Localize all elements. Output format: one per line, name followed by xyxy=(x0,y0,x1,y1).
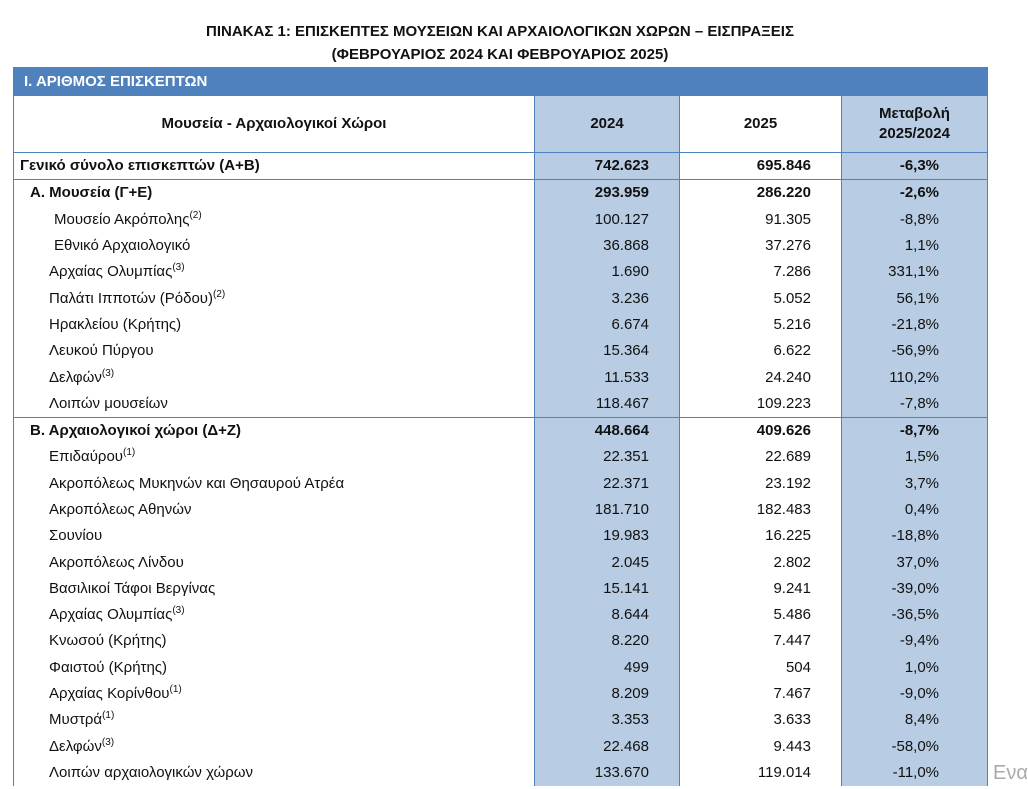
row-footnote-marker: (1) xyxy=(102,710,115,722)
row-name-cell xyxy=(14,285,535,311)
row-footnote-marker: (1) xyxy=(169,684,182,696)
row-footnote-marker: (2) xyxy=(212,288,226,300)
row-value-2024: 22.371 xyxy=(535,471,680,497)
row-value-2025: 9.241 xyxy=(680,576,842,602)
table-row xyxy=(14,734,988,760)
table-row xyxy=(14,338,988,364)
row-name-cell xyxy=(14,391,535,418)
row-footnote-marker: (3) xyxy=(101,367,115,379)
row-value-2024: 15.141 xyxy=(535,576,680,602)
row-value-2024: 15.364 xyxy=(535,338,680,364)
table-row xyxy=(14,180,988,207)
row-change: 110,2% xyxy=(842,364,988,390)
section-header-row xyxy=(14,68,988,96)
row-change: 56,1% xyxy=(842,285,988,311)
row-value-2024: 22.468 xyxy=(535,734,680,760)
column-header-2024: 2024 xyxy=(535,96,680,153)
row-value-2024: 181.710 xyxy=(535,497,680,523)
row-value-2025: 7.467 xyxy=(680,681,842,707)
row-change: 1,1% xyxy=(842,233,988,259)
row-value-2025: 9.443 xyxy=(680,734,842,760)
table-row xyxy=(14,417,988,444)
table-title-line2: (ΦΕΒΡΟΥΑΡΙΟΣ 2024 ΚΑΙ ΦΕΒΡΟΥΑΡΙΟΣ 2025) xyxy=(331,46,669,63)
row-value-2024: 3.353 xyxy=(535,707,680,733)
row-change: -2,6% xyxy=(842,180,988,207)
row-change: -56,9% xyxy=(842,338,988,364)
row-value-2024: 448.664 xyxy=(535,417,680,444)
row-value-2025: 2.802 xyxy=(680,549,842,575)
row-change: 0,4% xyxy=(842,497,988,523)
row-name-cell xyxy=(14,233,535,259)
column-header-change-line1: Μεταβολή xyxy=(879,105,950,122)
row-name-cell xyxy=(14,681,535,707)
row-value-2024: 6.674 xyxy=(535,312,680,338)
row-name: Μουσείο Ακρόπολης xyxy=(54,210,190,228)
row-name-cell xyxy=(14,180,535,207)
row-name-cell xyxy=(14,549,535,575)
table-row xyxy=(14,444,988,470)
row-name: Βασιλικοί Τάφοι Βεργίνας xyxy=(49,579,216,597)
row-footnote-marker: (3) xyxy=(101,736,115,748)
row-value-2024: 2.045 xyxy=(535,549,680,575)
row-value-2025: 91.305 xyxy=(680,207,842,233)
row-name-cell xyxy=(14,312,535,338)
row-name: Λοιπών μουσείων xyxy=(49,394,168,412)
column-header-change xyxy=(842,96,988,153)
row-name: Μυστρά xyxy=(49,711,103,729)
row-value-2024: 36.868 xyxy=(535,233,680,259)
row-name-cell xyxy=(14,471,535,497)
row-value-2024: 19.983 xyxy=(535,523,680,549)
table-row xyxy=(14,207,988,233)
row-value-2025: 182.483 xyxy=(680,497,842,523)
row-change: 1,0% xyxy=(842,655,988,681)
row-name-cell xyxy=(14,207,535,233)
row-footnote-marker: (2) xyxy=(189,209,202,221)
row-name-cell xyxy=(14,417,535,444)
row-name-cell xyxy=(14,523,535,549)
row-value-2024: 8.209 xyxy=(535,681,680,707)
row-name: Φαιστού (Κρήτης) xyxy=(49,658,168,676)
row-footnote-marker: (3) xyxy=(172,262,185,274)
row-name-cell xyxy=(14,655,535,681)
row-change: -58,0% xyxy=(842,734,988,760)
row-name: Αρχαίας Κορίνθου xyxy=(49,685,170,703)
table-row xyxy=(14,602,988,628)
row-name-cell xyxy=(14,707,535,733)
row-value-2024: 22.351 xyxy=(535,444,680,470)
column-header-name: Μουσεία - Αρχαιολογικοί Χώροι xyxy=(14,96,535,153)
row-change: -21,8% xyxy=(842,312,988,338)
row-value-2025: 7.286 xyxy=(680,259,842,285)
table-title-line1: ΠΙΝΑΚΑΣ 1: ΕΠΙΣΚΕΠΤΕΣ ΜΟΥΣΕΙΩΝ ΚΑΙ ΑΡΧΑΙΟΛΟΓΙΚΩΝ ΧΩΡΩΝ – ΕΙΣΠΡΑΞΕΙΣ xyxy=(206,23,794,40)
row-change: -11,0% xyxy=(842,760,988,786)
table-body xyxy=(14,153,988,787)
row-name: Παλάτι Ιπποτών (Ρόδου) xyxy=(49,289,213,307)
row-name: Κνωσού (Κρήτης) xyxy=(49,632,167,650)
row-change: -9,0% xyxy=(842,681,988,707)
row-name: Α. Μουσεία (Γ+Ε) xyxy=(30,184,153,202)
row-value-2025: 23.192 xyxy=(680,471,842,497)
row-value-2024: 133.670 xyxy=(535,760,680,786)
row-value-2025: 24.240 xyxy=(680,364,842,390)
row-name: Επιδαύρου xyxy=(49,448,123,466)
row-value-2025: 286.220 xyxy=(680,180,842,207)
table-row xyxy=(14,471,988,497)
table-row xyxy=(14,707,988,733)
row-change: -7,8% xyxy=(842,391,988,418)
table-row xyxy=(14,681,988,707)
row-value-2025: 5.216 xyxy=(680,312,842,338)
row-name: Γενικό σύνολο επισκεπτών (Α+Β) xyxy=(20,157,260,175)
row-footnote-marker: (3) xyxy=(172,605,185,617)
row-value-2025: 7.447 xyxy=(680,628,842,654)
table-row xyxy=(14,391,988,418)
row-name-cell xyxy=(14,259,535,285)
row-name: Λοιπών αρχαιολογικών χώρων xyxy=(49,763,254,781)
row-value-2025: 119.014 xyxy=(680,760,842,786)
row-name: Ακροπόλεως Μυκηνών και Θησαυρού Ατρέα xyxy=(49,474,345,492)
table-row xyxy=(14,153,988,180)
row-name: Ακροπόλεως Αθηνών xyxy=(49,501,192,518)
row-value-2025: 409.626 xyxy=(680,417,842,444)
row-value-2025: 5.486 xyxy=(680,602,842,628)
row-change: -18,8% xyxy=(842,523,988,549)
table-row xyxy=(14,259,988,285)
row-name: Ακροπόλεως Λίνδου xyxy=(49,553,184,571)
row-change: -9,4% xyxy=(842,628,988,654)
row-value-2025: 5.052 xyxy=(680,285,842,311)
row-value-2024: 293.959 xyxy=(535,180,680,207)
table-row xyxy=(14,549,988,575)
row-change: 1,5% xyxy=(842,444,988,470)
row-value-2024: 8.644 xyxy=(535,602,680,628)
row-value-2024: 1.690 xyxy=(535,259,680,285)
row-value-2024: 499 xyxy=(535,655,680,681)
edge-text: Eνα xyxy=(993,762,1028,784)
column-header-row xyxy=(14,96,988,153)
visitors-table xyxy=(13,67,988,786)
row-value-2025: 109.223 xyxy=(680,391,842,418)
row-name-cell xyxy=(14,734,535,760)
row-footnote-marker: (1) xyxy=(123,447,136,459)
table-row xyxy=(14,628,988,654)
row-value-2025: 6.622 xyxy=(680,338,842,364)
table-row xyxy=(14,233,988,259)
row-name-cell xyxy=(14,338,535,364)
row-name: Β. Αρχαιολογικοί χώροι (Δ+Ζ) xyxy=(30,422,242,440)
row-name: Λευκού Πύργου xyxy=(49,342,154,360)
row-name: Δελφών xyxy=(49,368,102,386)
row-name-cell xyxy=(14,576,535,602)
section-title: Ι. ΑΡΙΘΜΟΣ ΕΠΙΣΚΕΠΤΩΝ xyxy=(14,68,988,96)
row-name-cell xyxy=(14,760,535,786)
row-value-2025: 37.276 xyxy=(680,233,842,259)
table-row xyxy=(14,576,988,602)
row-change: 3,7% xyxy=(842,471,988,497)
row-name: Εθνικό Αρχαιολογικό xyxy=(54,237,191,255)
row-name: Δελφών xyxy=(49,737,102,755)
table-row xyxy=(14,523,988,549)
row-value-2024: 11.533 xyxy=(535,364,680,390)
row-value-2025: 22.689 xyxy=(680,444,842,470)
column-header-change-line2: 2025/2024 xyxy=(879,125,950,142)
row-name-cell xyxy=(14,444,535,470)
table-row xyxy=(14,497,988,523)
row-value-2024: 8.220 xyxy=(535,628,680,654)
row-change: -36,5% xyxy=(842,602,988,628)
row-change: -8,8% xyxy=(842,207,988,233)
row-name: Αρχαίας Ολυμπίας xyxy=(49,263,173,281)
row-value-2024: 100.127 xyxy=(535,207,680,233)
row-name-cell xyxy=(14,497,535,523)
row-name: Ηρακλείου (Κρήτης) xyxy=(49,315,182,333)
row-change: -39,0% xyxy=(842,576,988,602)
row-value-2025: 695.846 xyxy=(680,153,842,180)
row-name-cell xyxy=(14,153,535,180)
row-name-cell xyxy=(14,364,535,390)
table-row xyxy=(14,655,988,681)
row-change: 37,0% xyxy=(842,549,988,575)
row-name: Αρχαίας Ολυμπίας xyxy=(49,606,173,624)
row-value-2024: 742.623 xyxy=(535,153,680,180)
table-row xyxy=(14,364,988,390)
row-name-cell xyxy=(14,602,535,628)
table-row xyxy=(14,285,988,311)
row-change: 8,4% xyxy=(842,707,988,733)
row-value-2024: 118.467 xyxy=(535,391,680,418)
table-row xyxy=(14,312,988,338)
row-value-2025: 16.225 xyxy=(680,523,842,549)
row-value-2025: 504 xyxy=(680,655,842,681)
row-change: -8,7% xyxy=(842,417,988,444)
row-value-2025: 3.633 xyxy=(680,707,842,733)
row-name-cell xyxy=(14,628,535,654)
row-value-2024: 3.236 xyxy=(535,285,680,311)
table-row xyxy=(14,760,988,786)
column-header-2025: 2025 xyxy=(680,96,842,153)
row-name: Σουνίου xyxy=(49,527,103,545)
row-change: 331,1% xyxy=(842,259,988,285)
row-change: -6,3% xyxy=(842,153,988,180)
